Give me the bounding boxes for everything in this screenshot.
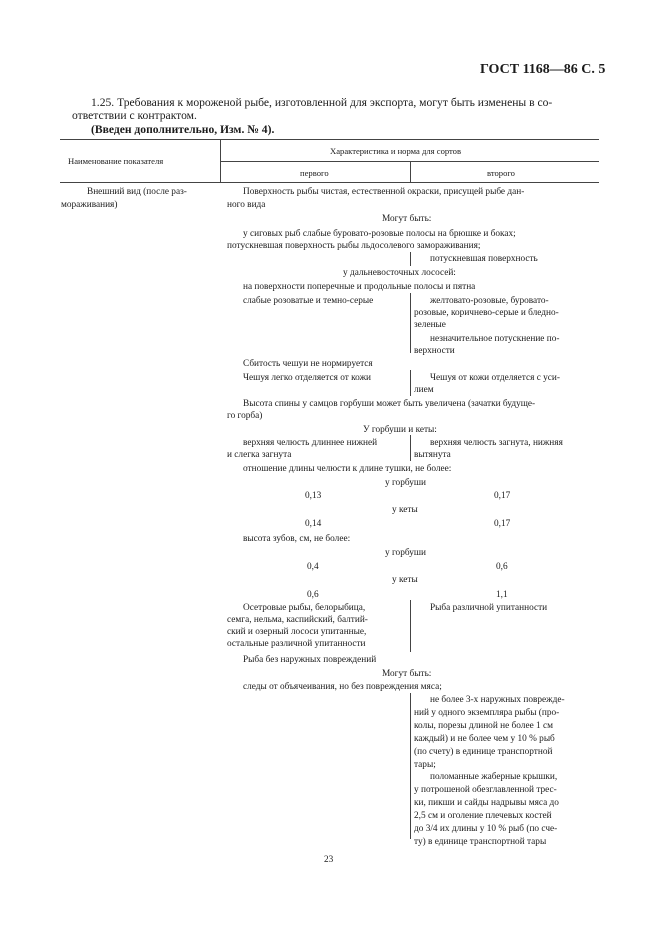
text-line: не более 3-х наружных поврежде-: [430, 695, 565, 705]
text-line: Чешуя от кожи отделяется с уси-: [430, 373, 561, 383]
grade-divider-segment: [410, 600, 411, 652]
text-line: Сбитость чешуи не нормируется: [243, 359, 373, 369]
col-header-second-grade: второго: [487, 168, 515, 178]
text-line: 0,14: [305, 519, 322, 529]
text-line: у дальневосточных лососей:: [343, 268, 456, 278]
text-line: Высота спины у самцов горбуши может быть увеличена (зачатки будуще-: [243, 399, 536, 409]
text-line: каждый) и не более чем у 10 % рыб: [414, 734, 555, 744]
text-line: ки, пикши и сайды надрывы мяса до: [414, 798, 559, 808]
text-line: го горба): [227, 411, 263, 421]
text-line: розовые, коричнево-серые и бледно-: [414, 308, 559, 318]
text-line: Осетровые рыбы, белорыбица,: [243, 603, 366, 613]
text-line: 0,13: [305, 491, 322, 501]
text-line: семга, нельма, каспийский, балтий-: [227, 615, 368, 625]
col-header-indicator: Наименование показателя: [68, 156, 164, 166]
text-line: и слегка загнута: [227, 450, 292, 460]
text-line: Могут быть:: [382, 669, 432, 679]
grade-divider-segment: [410, 693, 411, 839]
text-line: незначительное потускнение по-: [430, 334, 560, 344]
text-line: Поверхность рыбы чистая, естественной окраски, присущей рыбе дан-: [243, 187, 525, 197]
text-line: 0,17: [494, 519, 511, 529]
col-header-first-grade: первого: [300, 168, 329, 178]
text-line: у кеты: [392, 575, 418, 585]
text-line: (по счету) в единице транспортной: [414, 747, 553, 757]
paragraph-line-1: 1.25. Требования к мороженой рыбе, изготовленной для экспорта, могут быть изменены в со-: [91, 96, 553, 109]
text-line: Могут быть:: [382, 214, 432, 224]
text-line: у сиговых рыб слабые буровато-розовые полосы на брюшке и боках;: [243, 229, 516, 239]
text-line: верхности: [414, 346, 455, 356]
text-line: 2,5 см и оголение плечевых костей: [414, 811, 552, 821]
text-line: Рыба без наружных повреждений: [243, 655, 377, 665]
text-line: ту) в единице транспортной тары: [414, 837, 547, 847]
text-line: у горбуши: [385, 478, 427, 488]
text-line: 0,4: [307, 562, 319, 572]
table-col-divider: [220, 139, 221, 183]
row-name-line-1: Внешний вид (после раз-: [87, 187, 187, 197]
table-header-bottom-rule: [60, 182, 599, 183]
text-line: поломанные жаберные крышки,: [430, 772, 558, 782]
text-line: верхняя челюсть длиннее нижней: [243, 438, 378, 448]
text-line: остальные различной упитанности: [227, 639, 366, 649]
text-line: 1,1: [496, 590, 508, 600]
text-line: отношение длины челюсти к длине тушки, не более:: [243, 464, 452, 474]
text-line: Рыба различной упитанности: [430, 603, 548, 613]
text-line: ский и озерный лососи упитанные,: [227, 627, 367, 637]
grade-divider-segment: [410, 252, 411, 266]
text-line: 0,6: [307, 590, 319, 600]
text-line: потускневшая поверхность: [430, 254, 538, 264]
text-line: лием: [414, 385, 434, 395]
text-line: ного вида: [227, 200, 266, 210]
grade-divider-segment: [410, 293, 411, 353]
text-line: ний у одного экземпляра рыбы (про-: [414, 708, 560, 718]
text-line: у потрошеной обезглавленной трес-: [414, 785, 557, 795]
row-name-line-2: мораживания): [61, 200, 118, 210]
text-line: зеленые: [414, 320, 446, 330]
text-line: верхняя челюсть загнута, нижняя: [430, 438, 563, 448]
text-line: потускневшая поверхность рыбы льдосолевого замораживания;: [227, 241, 481, 251]
text-line: У горбуши и кеты:: [363, 425, 437, 435]
text-line: на поверхности поперечные и продольные полосы и пятна: [243, 282, 476, 292]
text-line: слабые розоватые и темно-серые: [243, 296, 374, 306]
text-line: у кеты: [392, 505, 418, 515]
text-line: 0,6: [496, 562, 508, 572]
text-line: высота зубов, см, не более:: [243, 534, 351, 544]
text-line: следы от объячеивания, но без повреждения мяса;: [243, 682, 442, 692]
text-line: вытянута: [414, 450, 451, 460]
text-line: Чешуя легко отделяется от кожи: [243, 373, 371, 383]
col-header-characteristic: Характеристика и норма для сортов: [330, 146, 462, 156]
grade-divider-segment: [410, 435, 411, 461]
text-line: 0,17: [494, 491, 511, 501]
amendment-note: (Введен дополнительно, Изм. № 4).: [91, 123, 275, 136]
paragraph-line-2: ответствии с контрактом.: [72, 109, 197, 122]
text-line: желтовато-розовые, буровато-: [430, 296, 549, 306]
table-top-rule: [60, 139, 599, 140]
page-number: 23: [324, 855, 334, 865]
grade-divider-segment: [410, 370, 411, 396]
page-header: ГОСТ 1168—86 С. 5: [480, 62, 606, 77]
text-line: у горбуши: [385, 548, 427, 558]
text-line: тары;: [414, 760, 436, 770]
text-line: колы, порезы длиной не более 1 см: [414, 721, 554, 731]
text-line: до 3/4 их длины у 10 % рыб (по сче-: [414, 824, 558, 834]
table-grade-divider: [410, 161, 411, 183]
